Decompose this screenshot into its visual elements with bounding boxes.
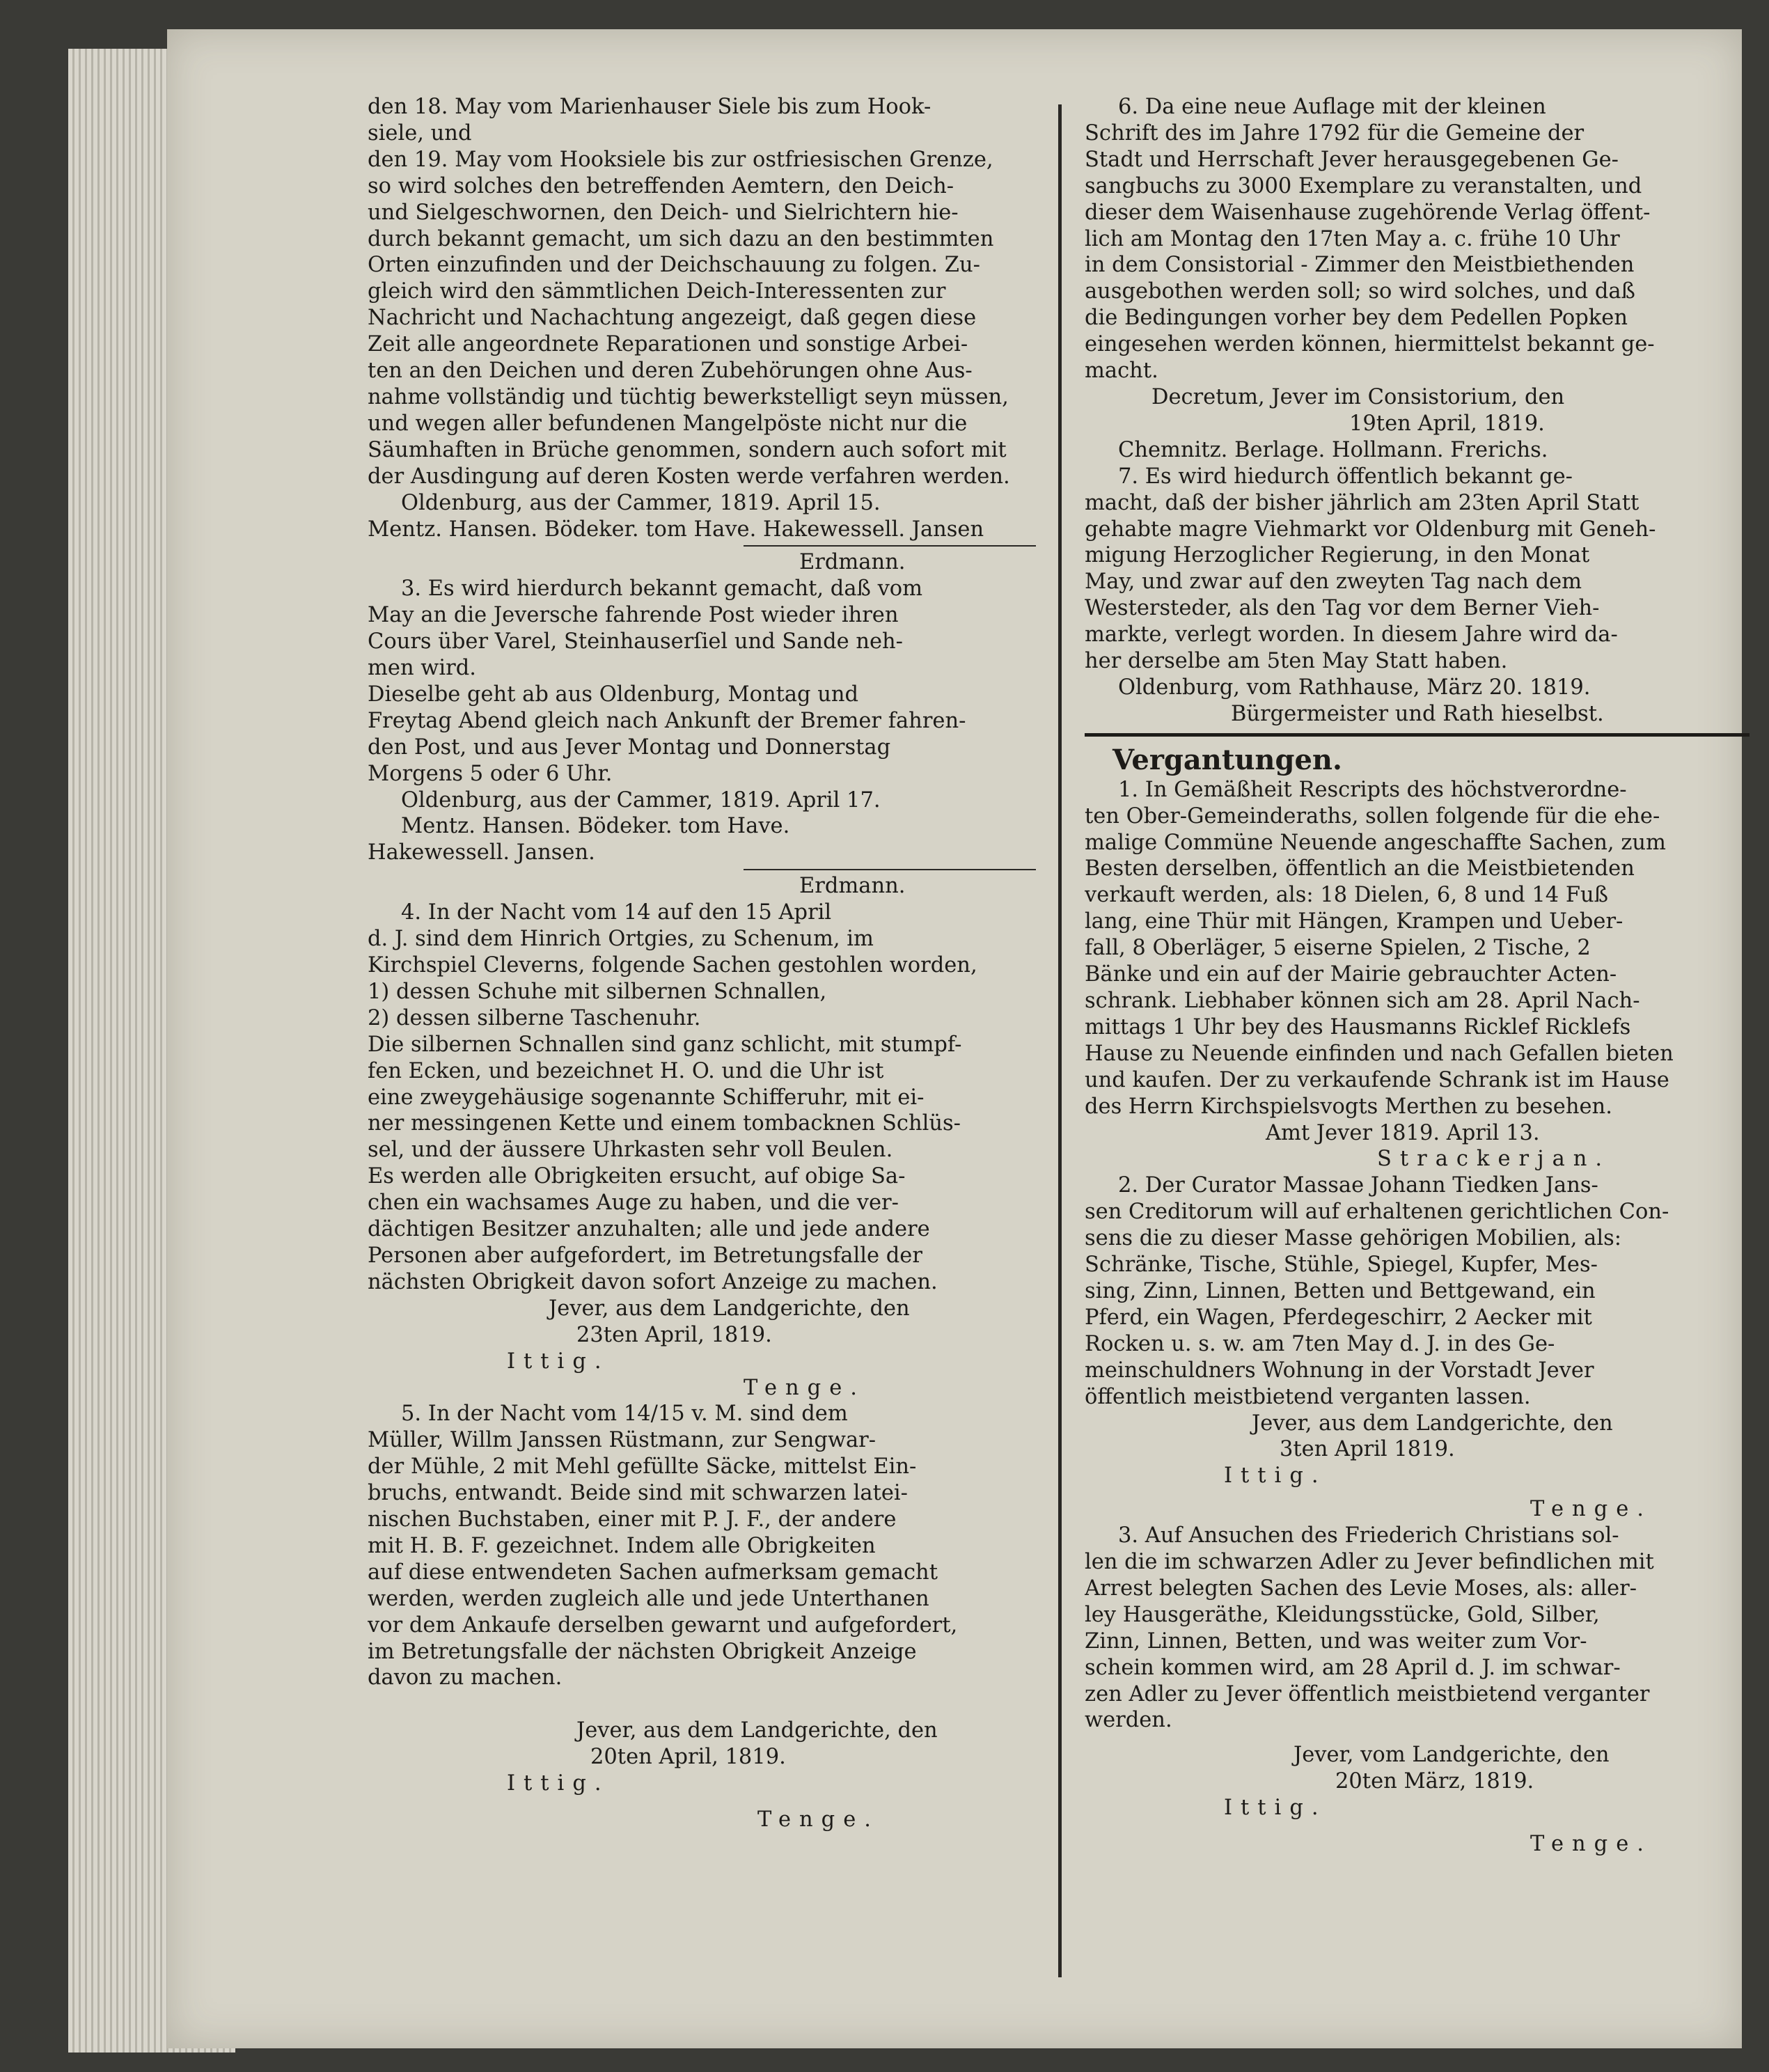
text-line: Nachricht und Nachachtung angezeigt, daß gegen diese [368,306,977,331]
place: Jever, aus dem Landgerichte, den [549,1296,910,1321]
text-line: Bänke und ein auf der Mairie gebrauchter Acten- [1085,962,1617,987]
signatories: Mentz. Hansen. Bödeker. tom Have. [401,814,790,839]
text-line: Pferd, ein Wagen, Pferdegeschirr, 2 Aecker mit [1085,1305,1592,1330]
text-line: in dem Consistorial - Zimmer den Meistbiethenden [1085,253,1635,278]
text-block [1085,1172,1750,1410]
text-line: chen ein wachsames Auge zu haben, und die ver- [368,1191,899,1216]
place: Jever, aus dem Landgerichte, den [576,1718,938,1743]
left-column [368,94,1036,1833]
text-line: lich am Montag den 17ten May a. c. frühe 10 Uhr [1085,226,1620,251]
signature-2: Tenge. [1530,1832,1652,1857]
text-line: malige Commüne Neuende angeschaffte Sachen, zum [1085,830,1666,855]
text-line: Freytag Abend gleich nach Ankunft der Bremer fahren- [368,708,966,733]
text-line: ley Hausgeräthe, Kleidungsstücke, Gold, Silber, [1085,1602,1600,1627]
signer: Erdmann. [799,550,906,575]
text-block [368,94,1036,490]
text-line: gleich wird den sämmtlichen Deich-Interessenten zur [368,279,946,304]
notice-dike-inspection [368,94,1036,576]
spacer [368,1691,1036,1718]
text-line: den 18. May vom Marienhauser Siele bis zum Hook- [368,95,931,119]
text-line: her derselbe am 5ten May Statt haben. [1085,649,1508,674]
notice-3-post [368,576,1036,900]
text-line: Schränke, Tische, Stühle, Spiegel, Kupfer, Mes- [1085,1253,1598,1278]
text-line: markte, verlegt worden. In diesem Jahre wird da- [1085,622,1618,648]
text-line: mit H. B. F. gezeichnet. Indem alle Obrigkeiten [368,1533,876,1558]
notice-5-theft [368,1401,1036,1833]
text-block [368,900,1036,1296]
text-line: dieser dem Waisenhause zugehörende Verlag öffent- [1085,200,1651,225]
date: 23ten April, 1819. [576,1322,772,1347]
text-line: zen Adler zu Jever öffentlich meistbietend verganter [1085,1681,1650,1706]
text-block [1085,1523,1750,1734]
spacer [1085,1734,1750,1742]
text-line: eine zweygehäusige sogenannte Schifferuhr, mit ei- [368,1085,925,1110]
text-line: nächsten Obrigkeit davon sofort Anzeige zu machen. [368,1269,938,1294]
notice-4-theft [368,900,1036,1401]
text-line: 3. Es wird hierdurch bekannt gemacht, daß vom [401,576,923,602]
text-line: Stadt und Herrschaft Jever herausgegebenen Ge- [1085,147,1619,172]
text-line: Morgens 5 oder 6 Uhr. [368,761,613,786]
dateline: Oldenburg, aus der Cammer, 1819. April 15. [401,490,881,515]
text-line: 1. In Gemäßheit Rescripts des höchstverordne- [1118,777,1627,802]
divider-line [744,545,1036,547]
text-line: Es werden alle Obrigkeiten ersucht, auf obige Sa- [368,1164,906,1189]
text-line: 3. Auf Ansuchen des Friederich Christians sol- [1118,1523,1619,1548]
text-line: gehabte magre Viehmarkt vor Oldenburg mit Geneh- [1085,517,1656,542]
text-line: fall, 8 Oberläger, 5 eiserne Spielen, 2 Tische, 2 [1085,936,1591,961]
signer: Strackerjan. [1377,1147,1611,1172]
text-line: nischen Buchstaben, einer mit P. J. F., der andere [368,1507,897,1532]
auction-1 [1085,777,1750,1173]
signature-2: Tenge. [1530,1497,1652,1522]
dateline: Oldenburg, vom Rathhause, März 20. 1819. [1118,675,1591,700]
text-line: des Herrn Kirchspielsvogts Merthen zu besehen. [1085,1094,1612,1119]
signatories: Chemnitz. Berlage. Hollmann. Frerichs. [1118,437,1548,462]
text-line: schrank. Liebhaber können sich am 28. April Nach- [1085,989,1640,1013]
text-line: macht. [1085,359,1158,384]
text-line: werden, werden zugleich alle und jede Unterthanen [368,1586,929,1611]
text-line: den Post, und aus Jever Montag und Donnerstag [368,735,891,760]
text-line: Westersteder, als den Tag vor dem Berner Vieh- [1085,596,1600,621]
place: Amt Jever 1819. April 13. [1266,1120,1540,1145]
text-block [1085,94,1750,384]
text-line: nahme vollständig und tüchtig bewerkstelligt seyn müssen, [368,384,1009,409]
date: 3ten April 1819. [1280,1437,1455,1462]
decree: Decretum, Jever im Consistorium, den [1151,384,1565,409]
text-line: 1) dessen Schuhe mit silbernen Schnallen, [368,979,827,1004]
text-line: 2) dessen silberne Taschenuhr. [368,1005,701,1030]
text-line: die Bedingungen vorher bey dem Pedellen Popken [1085,306,1628,331]
signature-2: Tenge. [744,1375,865,1400]
text-line: auf diese entwendeten Sachen aufmerksam gemacht [368,1560,938,1585]
text-line: den 19. May vom Hooksiele bis zur ostfriesischen Grenze, [368,147,993,172]
text-block [1085,464,1750,675]
text-line: len die im schwarzen Adler zu Jever befindlichen mit [1085,1550,1654,1575]
notice-6-hymnal [1085,94,1750,464]
auction-3 [1085,1523,1750,1858]
text-line: dächtigen Besitzer anzuhalten; alle und jede andere [368,1217,930,1242]
section-rule [1085,733,1750,737]
text-line: werden. [1085,1708,1172,1733]
text-line: Schrift des im Jahre 1792 für die Gemeine der [1085,120,1585,146]
divider-line [744,869,1036,870]
text-line: Kirchspiel Cleverns, folgende Sachen gestohlen worden, [368,953,977,978]
text-line: und kaufen. Der zu verkaufende Schrank ist im Hause [1085,1067,1669,1092]
signature-1: Ittig. [1224,1796,1327,1821]
text-line: sangbuchs zu 3000 Exemplare zu veranstalten, und [1085,173,1642,198]
text-line: verkauft werden, als: 18 Dielen, 6, 8 und 14 Fuß [1085,883,1609,908]
text-line: Besten derselben, öffentlich an die Meistbietenden [1085,856,1635,881]
text-line: vor dem Ankaufe derselben gewarnt und aufgefordert, [368,1612,958,1638]
text-line: meinschuldners Wohnung in der Vorstadt Jever [1085,1358,1594,1383]
text-line: migung Herzoglicher Regierung, in den Monat [1085,543,1590,568]
section-heading: Vergantungen. [1112,743,1342,776]
text-line: fen Ecken, und bezeichnet H. O. und die Uhr ist [368,1058,884,1083]
text-line: 6. Da eine neue Auflage mit der kleinen [1118,95,1546,119]
place: Jever, aus dem Landgerichte, den [1252,1411,1613,1436]
text-line: 4. In der Nacht vom 14 auf den 15 April [401,900,832,925]
dateline: Oldenburg, aus der Cammer, 1819. April 17. [401,787,881,813]
text-line: und Sielgeschwornen, den Deich- und Sielrichtern hie- [368,200,959,225]
text-line: Dieselbe geht ab aus Oldenburg, Montag und [368,682,859,707]
date: 19ten April, 1819. [1349,411,1545,436]
text-line: so wird solches den betreffenden Aemtern, den Deich- [368,173,954,198]
text-line: macht, daß der bisher jährlich am 23ten April Statt [1085,490,1640,515]
text-block [1085,777,1750,1120]
text-line: May an die Jeversche fahrende Post wieder ihren [368,603,899,628]
text-line: sens die zu dieser Masse gehörigen Mobilien, als: [1085,1226,1622,1251]
text-line: ner messingenen Kette und einem tombacknen Schlüs- [368,1111,961,1136]
text-line: d. J. sind dem Hinrich Ortgies, zu Schenum, im [368,927,874,952]
text-line: schein kommen wird, am 28 April d. J. im schwar- [1085,1655,1621,1680]
text-line: Orten einzufinden und der Deichschauung zu folgen. Zu- [368,253,980,278]
signature-1: Ittig. [507,1771,610,1796]
text-line: mittags 1 Uhr bey des Hausmanns Ricklef Ricklefs [1085,1014,1631,1039]
text-line: sel, und der äussere Uhrkasten sehr voll Beulen. [368,1138,893,1163]
text-line: Personen aber aufgefordert, im Betretungsfalle der [368,1243,922,1268]
right-column [1085,94,1750,1858]
text-line: Rocken u. s. w. am 7ten May d. J. in des Ge- [1085,1331,1555,1356]
text-block [368,576,1036,787]
text-line: durch bekannt gemacht, um sich dazu an den bestimmten [368,226,994,251]
text-line: men wird. [368,656,476,681]
text-line: 7. Es wird hiedurch öffentlich bekannt ge- [1118,464,1573,489]
text-line: siele, und [368,120,472,146]
auction-2 [1085,1172,1750,1523]
text-line: Arrest belegten Sachen des Levie Moses, als: aller- [1085,1576,1637,1601]
text-line: 5. In der Nacht vom 14/15 v. M. sind dem [401,1402,848,1427]
text-line: Zeit alle angeordnete Reparationen und sonstige Arbei- [368,332,968,357]
notice-7-cattle-market [1085,464,1750,737]
column-divider [1058,104,1062,1977]
text-line: Cours über Varel, Steinhauserſiel und Sande neh- [368,629,903,654]
text-line: öffentlich meistbietend verganten lassen. [1085,1384,1531,1409]
text-line: sen Creditorum will auf erhaltenen gerichtlichen Con- [1085,1200,1669,1225]
date: 20ten April, 1819. [590,1745,786,1770]
text-line: sing, Zinn, Linnen, Betten und Bettgewand, ein [1085,1278,1596,1303]
signer: Bürgermeister und Rath hieselbst. [1231,701,1604,726]
text-line: 2. Der Curator Massae Johann Tiedken Jans- [1118,1173,1598,1198]
signature-2: Tenge. [757,1807,879,1832]
signature-1: Ittig. [507,1349,610,1374]
text-line: ten Ober-Gemeinderaths, sollen folgende für die ehe- [1085,803,1660,829]
text-line: bruchs, entwandt. Beide sind mit schwarzen latei- [368,1481,908,1506]
date: 20ten März, 1819. [1335,1769,1534,1794]
text-line: eingesehen werden können, hiermittelst bekannt ge- [1085,332,1655,357]
text-line: und wegen aller befundenen Mangelpöste nicht nur die [368,411,968,436]
place: Jever, vom Landgerichte, den [1294,1743,1610,1768]
text-line: im Betretungsfalle der nächsten Obrigkeit Anzeige [368,1639,917,1664]
text-line: Müller, Willm Janssen Rüstmann, zur Sengwar- [368,1428,876,1453]
signer: Erdmann. [799,874,906,899]
text-line: der Ausdingung auf deren Kosten werde verfahren werden. [368,464,1010,489]
signatories: Hakewessell. Jansen. [368,840,595,865]
text-line: May, und zwar auf den zweyten Tag nach dem [1085,570,1582,595]
text-line: ten an den Deichen und deren Zubehörungen ohne Aus- [368,359,973,384]
text-line: Die silbernen Schnallen sind ganz schlicht, mit stumpf- [368,1032,962,1057]
text-line: Zinn, Linnen, Betten, und was weiter zum Vor- [1085,1628,1587,1654]
text-line: Hause zu Neuende einfinden und nach Gefallen bieten [1085,1041,1674,1066]
text-block [368,1401,1036,1691]
text-line: Säumhaften in Brüche genommen, sondern auch sofort mit [368,437,1007,462]
signatories: Mentz. Hansen. Bödeker. tom Have. Hakewessell. Jansen [368,517,984,542]
text-line: lang, eine Thür mit Hängen, Krampen und Ueber- [1085,909,1623,934]
signature-1: Ittig. [1224,1463,1327,1489]
text-line: davon zu machen. [368,1665,563,1690]
text-line: ausgebothen werden soll; so wird solches, und daß [1085,279,1635,304]
text-line: der Mühle, 2 mit Mehl gefüllte Säcke, mittelst Ein- [368,1454,917,1480]
